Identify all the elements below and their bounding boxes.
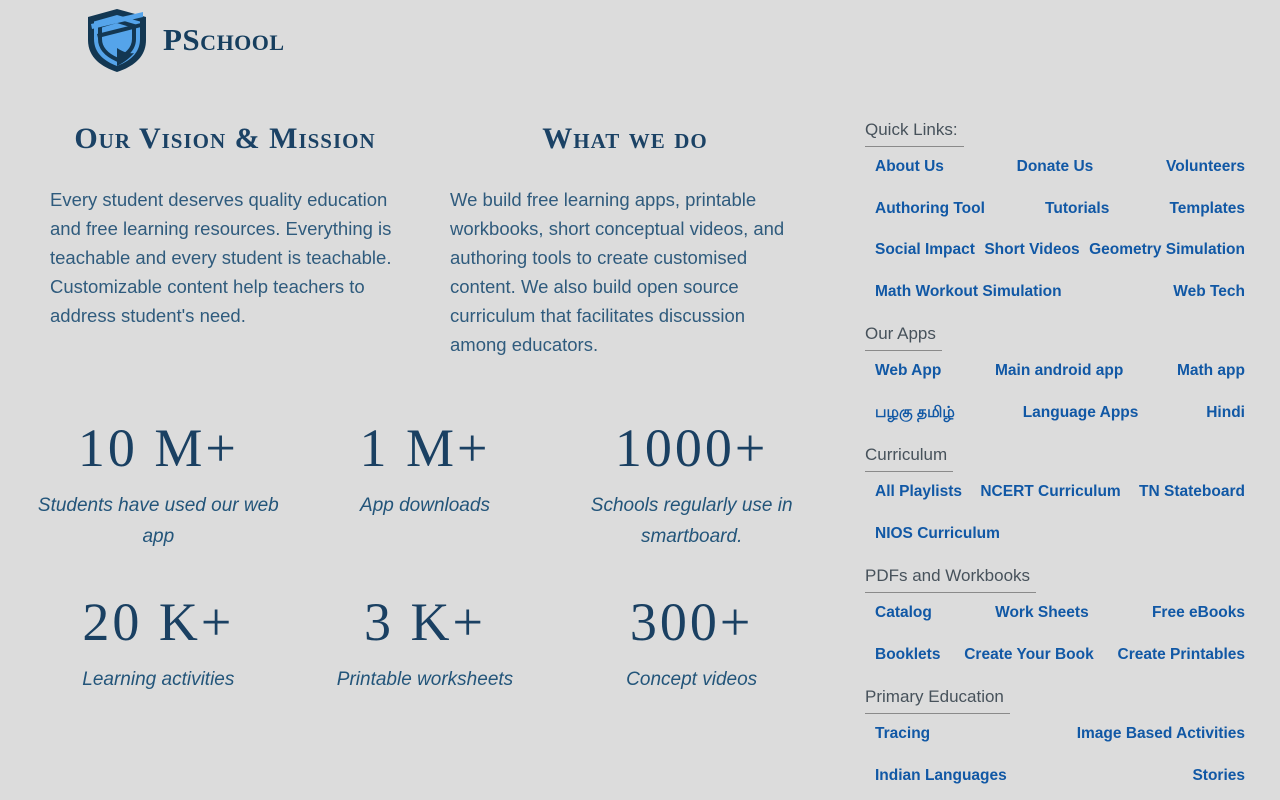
sidebar-link-language-apps[interactable]: Language Apps	[1022, 403, 1139, 421]
link-row	[865, 767, 1245, 786]
stat-item	[558, 418, 825, 552]
sidebar-section-quick-links	[865, 120, 1245, 301]
sidebar-link-tracing[interactable]: Tracing	[875, 725, 931, 742]
section-title: Quick Links:	[865, 120, 964, 147]
link-row	[865, 604, 1245, 623]
stat-label: Schools regularly use in smartboard.	[590, 495, 793, 547]
sidebar-link-tn-stateboard[interactable]: TN Stateboard	[1139, 483, 1245, 500]
stat-value: 10 M+	[77, 418, 239, 478]
section-title: PDFs and Workbooks	[865, 566, 1036, 593]
sidebar-link-ncert-curriculum[interactable]: NCERT Curriculum	[980, 483, 1121, 500]
section-title: Curriculum	[865, 445, 953, 472]
sidebar-link-create-printables[interactable]: Create Printables	[1117, 645, 1245, 663]
link-row	[865, 241, 1245, 260]
sidebar-link-main-android-app[interactable]: Main android app	[994, 362, 1124, 379]
sidebar-link-nios-curriculum[interactable]: NIOS Curriculum	[875, 524, 1000, 542]
shield-logo-icon	[85, 8, 149, 72]
sidebar-link-catalog[interactable]: Catalog	[875, 604, 932, 621]
stat-value: 1 M+	[359, 418, 491, 478]
link-row	[865, 646, 1245, 665]
stat-label: App downloads	[360, 495, 490, 516]
stat-item	[292, 418, 559, 552]
sidebar-link-templates[interactable]: Templates	[1169, 199, 1245, 217]
sidebar-link-work-sheets[interactable]: Work Sheets	[995, 604, 1089, 621]
link-row	[865, 404, 1245, 423]
link-row	[865, 362, 1245, 381]
vision-heading: Our Vision & Mission	[74, 122, 376, 155]
sidebar-section-curriculum	[865, 445, 1245, 543]
vision-body: Every student deserves quality education and free learning resources. Everything is teachable and every student is teachable. Customizable content help teachers to address student's need.	[50, 189, 392, 326]
sidebar-link-math-workout-simulation[interactable]: Math Workout Simulation	[875, 282, 1062, 300]
sidebar-link-web-app[interactable]: Web App	[875, 362, 942, 379]
sidebar-link-app[interactable]: பழகு தமிழ்	[875, 403, 955, 421]
sidebar-link-booklets[interactable]: Booklets	[875, 645, 941, 663]
stat-label: Printable worksheets	[336, 669, 514, 690]
stat-value: 20 K+	[82, 592, 235, 652]
brand-title: PSchool	[163, 22, 285, 57]
stat-value: 1000+	[614, 418, 769, 478]
stat-item	[25, 418, 292, 552]
section-title: Primary Education	[865, 687, 1010, 714]
header	[85, 8, 285, 72]
link-row	[865, 525, 1245, 544]
whatwedo-body: We build free learning apps, printable workbooks, short conceptual videos, and authoring tools to create customised content. We also build open source curriculum that facilitates discussion among educators.	[450, 189, 785, 355]
sidebar-link-image-based-activities[interactable]: Image Based Activities	[1076, 725, 1245, 742]
stats-grid	[25, 418, 825, 695]
stat-value: 300+	[629, 592, 754, 652]
whatwedo-heading: What we do	[542, 122, 708, 155]
vision-section	[50, 122, 400, 359]
stat-label: Learning activities	[82, 669, 235, 690]
link-row	[865, 200, 1245, 219]
stat-item	[558, 592, 825, 695]
sidebar	[865, 120, 1245, 800]
sidebar-section-our-apps	[865, 324, 1245, 422]
link-row	[865, 158, 1245, 177]
sidebar-link-web-tech[interactable]: Web Tech	[1173, 282, 1245, 300]
sidebar-section-primary-education	[865, 687, 1245, 785]
link-row	[865, 483, 1245, 502]
stat-label: Concept videos	[626, 669, 758, 690]
section-title: Our Apps	[865, 324, 942, 351]
stat-value: 3 K+	[364, 592, 486, 652]
sidebar-link-indian-languages[interactable]: Indian Languages	[875, 766, 1007, 784]
sidebar-section-pdfs-and-workbooks	[865, 566, 1245, 664]
stat-item	[292, 592, 559, 695]
sidebar-link-authoring-tool[interactable]: Authoring Tool	[875, 199, 985, 217]
sidebar-link-all-playlists[interactable]: All Playlists	[875, 483, 963, 500]
sidebar-link-social-impact[interactable]: Social Impact	[875, 241, 975, 258]
sidebar-link-stories[interactable]: Stories	[1192, 766, 1245, 784]
link-row	[865, 725, 1245, 744]
about-columns	[50, 122, 800, 359]
link-row	[865, 283, 1245, 302]
sidebar-link-hindi[interactable]: Hindi	[1206, 403, 1245, 421]
sidebar-link-tutorials[interactable]: Tutorials	[1045, 199, 1110, 217]
stat-label: Students have used our web app	[37, 495, 279, 547]
whatwedo-section	[450, 122, 800, 359]
sidebar-link-geometry-simulation[interactable]: Geometry Simulation	[1089, 241, 1245, 258]
sidebar-link-math-app[interactable]: Math app	[1176, 362, 1245, 379]
sidebar-link-volunteers[interactable]: Volunteers	[1166, 158, 1245, 175]
stat-item	[25, 592, 292, 695]
sidebar-link-about-us[interactable]: About Us	[875, 158, 944, 175]
sidebar-link-create-your-book[interactable]: Create Your Book	[964, 645, 1094, 663]
sidebar-link-free-ebooks[interactable]: Free eBooks	[1151, 604, 1245, 621]
sidebar-link-donate-us[interactable]: Donate Us	[1016, 158, 1094, 175]
sidebar-link-short-videos[interactable]: Short Videos	[984, 241, 1080, 258]
